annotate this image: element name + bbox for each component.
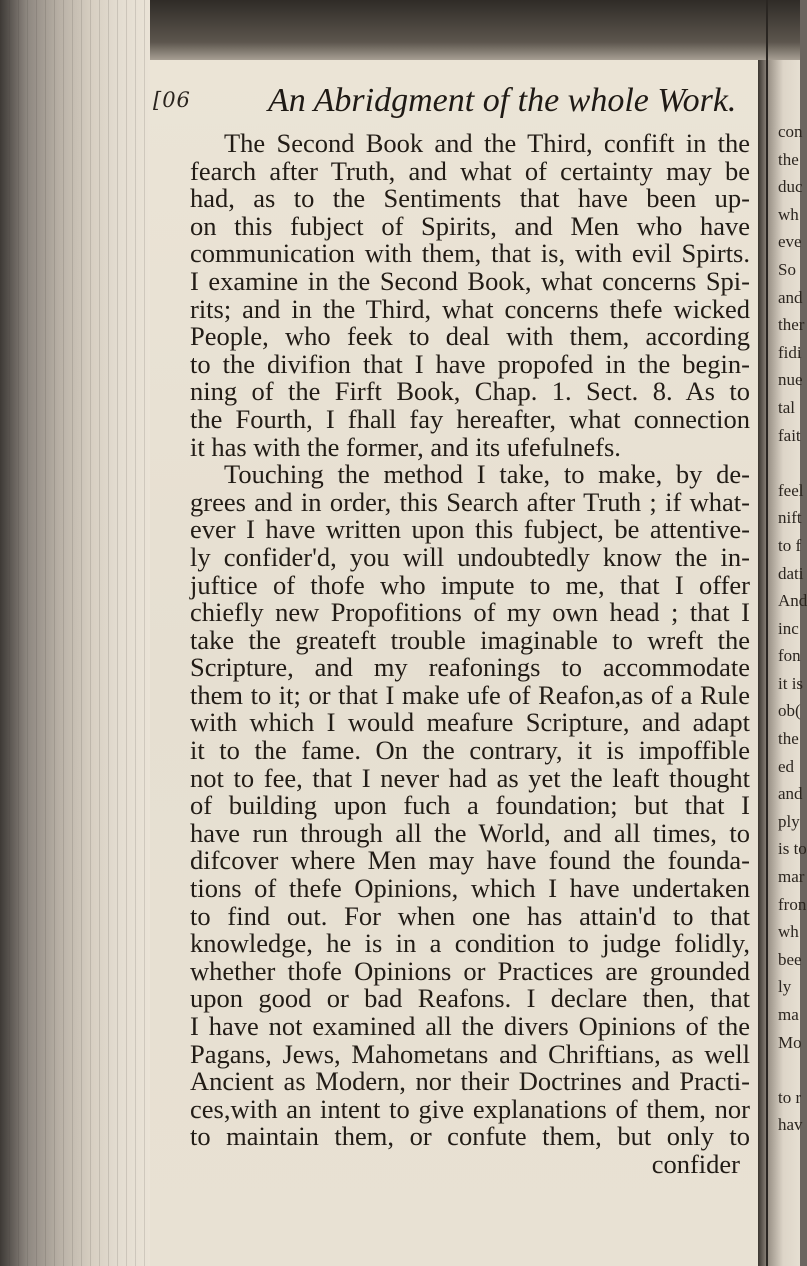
fragment-text: and xyxy=(778,784,803,804)
text-line: difcover where Men may have found the founda- xyxy=(190,845,750,876)
text-line: with which I would meafure Scripture, and adapt xyxy=(190,707,750,738)
text-line: The Second Book and the Third, confift in the xyxy=(224,128,750,158)
fragment-text: wh xyxy=(778,204,799,224)
text-line: I have not examined all the divers Opinions of the xyxy=(190,1011,750,1041)
text-line: whether thofe Opinions or Practices are grounded xyxy=(190,955,750,986)
body-text xyxy=(190,130,750,1179)
text-line: upon good or bad Reafons. I declare then, that xyxy=(190,983,750,1014)
fragment-text: is to xyxy=(778,839,807,859)
text-line: chiefly new Propofitions of my own head ; that I xyxy=(190,597,750,628)
fragment-text: ob( xyxy=(778,701,801,721)
text-line: People, who feek to deal with them, according xyxy=(190,321,750,352)
text-line: to find out. For when one has attain'd to that xyxy=(190,900,750,931)
text-line: to the divifion that I have propofed in the begin- xyxy=(190,348,750,379)
text-line: Ancient as Modern, nor their Doctrines and Practi- xyxy=(190,1066,750,1097)
text-line: fearch after Truth, and what of certainty may be xyxy=(190,155,750,186)
fragment-text: duc xyxy=(778,177,803,197)
fragment-text: the xyxy=(778,149,799,169)
text-line: juftice of thofe who impute to me, that I offer xyxy=(190,569,750,600)
text-line: had, as to the Sentiments that have been up- xyxy=(190,183,750,214)
fragment-text: tal xyxy=(778,397,795,417)
text-line: ly confider'd, you will undoubtedly know the in- xyxy=(190,541,750,572)
fragment-text: nift xyxy=(778,508,802,528)
fragment-text: the xyxy=(778,729,799,749)
text-line: it has with the former, and its ufefulnefs. xyxy=(190,431,621,462)
text-line: communication with them, that is, with evil Spirts. xyxy=(190,238,750,269)
fragment-text: inc xyxy=(778,618,799,638)
fragment-text: fron xyxy=(778,894,807,914)
fragment-text: fon xyxy=(778,646,801,666)
text-line: not to fee, that I never had as yet the leaft thought xyxy=(190,762,750,793)
text-line: Touching the method I take, to make, by de- xyxy=(224,459,750,490)
gutter-line xyxy=(766,0,768,1266)
fragment-text: Mo xyxy=(778,1032,802,1052)
fragment-text: to f xyxy=(778,535,802,555)
text-line: Scripture, and my reafonings to accommodate xyxy=(190,652,750,683)
binding-lines xyxy=(0,0,150,1266)
text-line: it to the fame. On the contrary, it is impoffible xyxy=(190,735,750,766)
fragment-text: ma xyxy=(778,1005,799,1024)
fragment-text: mar xyxy=(778,867,805,887)
text-line: rits; and in the Third, what concerns thefe wicked xyxy=(190,293,750,324)
fragment-text: feel xyxy=(778,480,804,500)
text-line: ning of the Firft Book, Chap. 1. Sect. 8. As to xyxy=(190,376,750,407)
text-line: of building upon fuch a foundation; but that I xyxy=(190,790,750,821)
fragment-text: to r xyxy=(778,1087,802,1107)
text-line: to maintain them, or confute them, but only to xyxy=(190,1121,750,1152)
fragment-text: and xyxy=(778,287,803,307)
text-line: I examine in the Second Book, what concerns Spi- xyxy=(190,265,750,296)
fragment-text: con xyxy=(778,122,803,141)
text-line: Pagans, Jews, Mahometans and Chriftians, as well xyxy=(190,1038,750,1069)
fragment-text xyxy=(778,449,802,477)
fragment-text: dati xyxy=(778,563,804,583)
text-line: ever I have written upon this fubject, be attentive- xyxy=(190,514,750,545)
text-line: ces,with an intent to give explanations of them, nor xyxy=(190,1093,750,1124)
text-line: on this fubject of Spirits, and Men who have xyxy=(190,210,750,241)
fragment-text: nue xyxy=(778,370,803,390)
text-line: them to it; or that I make ufe of Reafon,as of a Rule xyxy=(190,679,750,710)
fragment-text xyxy=(778,1056,802,1084)
running-head: An Abridgment of the whole Work. xyxy=(268,82,737,119)
fragment-text: hav xyxy=(778,1115,803,1135)
fragment-text: And xyxy=(778,591,807,611)
text-line: take the greateft trouble imaginable to wreft the xyxy=(190,624,750,655)
text-line: knowledge, he is in a condition to judge folidly, xyxy=(190,928,750,959)
text-line: grees and in order, this Search after Truth ; if what- xyxy=(190,486,750,517)
fragment-text: ply xyxy=(778,811,800,831)
fragment-text: ther xyxy=(778,315,805,335)
text-line: tions of thefe Opinions, which I have undertaken xyxy=(190,873,750,904)
text-line: the Fourth, I fhall fay hereafter, what connection xyxy=(190,403,750,434)
page-number: [06 xyxy=(153,88,191,112)
fragment-text: it is xyxy=(778,673,804,693)
fragment-text: fait xyxy=(778,425,801,445)
next-page-fragments xyxy=(778,118,807,1139)
fragment-text: wh xyxy=(778,922,799,942)
fragment-text: bee xyxy=(778,949,802,969)
fragment-text: ed xyxy=(778,756,795,776)
fragment-text: fidi xyxy=(778,342,802,362)
catchword: confider xyxy=(651,1148,740,1179)
fragment-text: So xyxy=(778,259,796,279)
text-line: have run through all the World, and all times, to xyxy=(190,817,750,848)
fragment-text: eve xyxy=(778,232,802,252)
fragment-text: ly xyxy=(778,977,792,997)
